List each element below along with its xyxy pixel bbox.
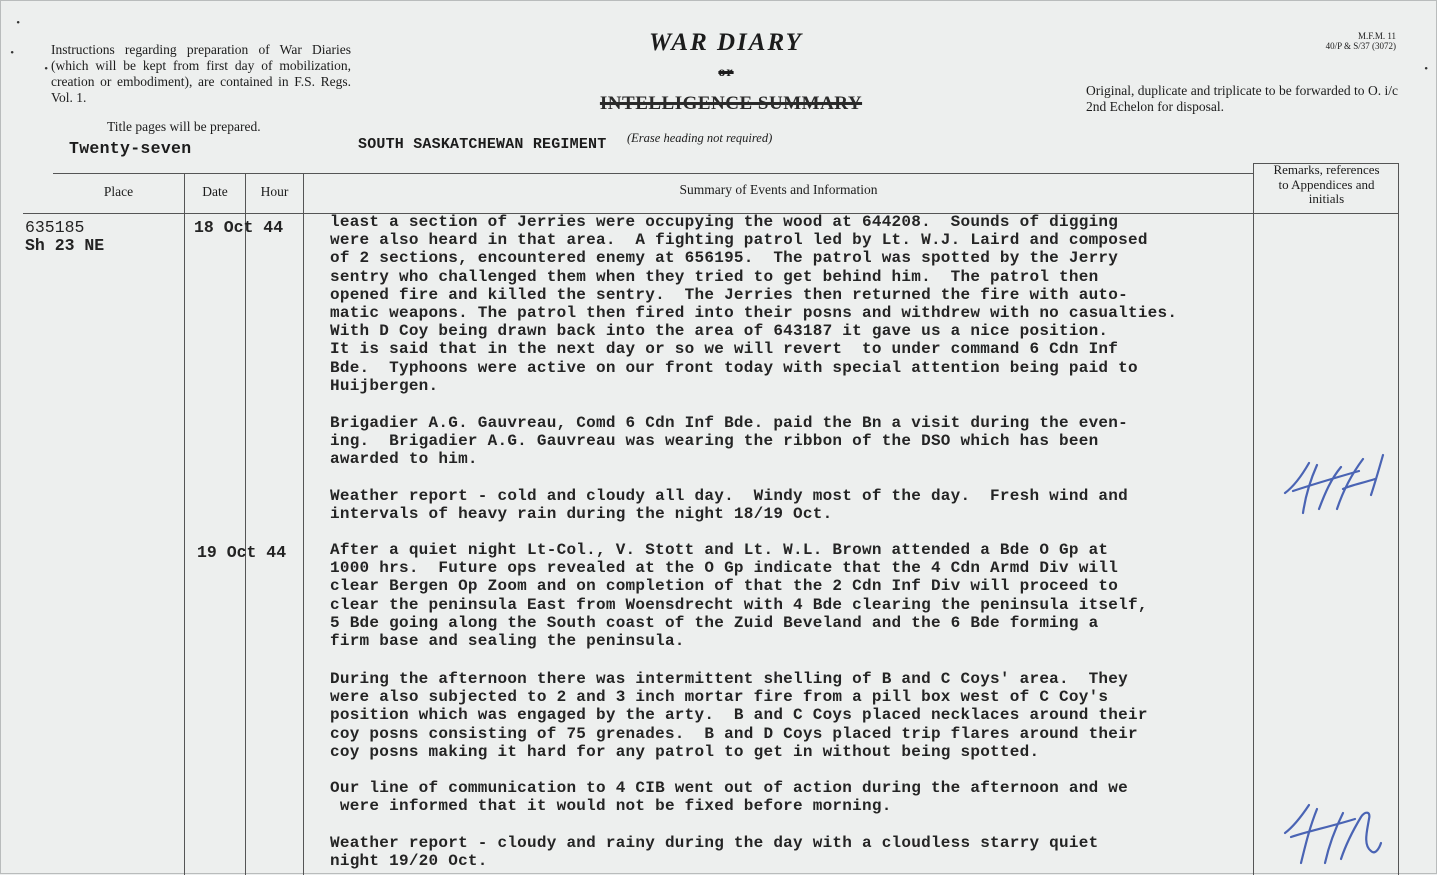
unit-name: SOUTH SASKATCHEWAN REGIMENT	[358, 136, 607, 153]
instructions-note: Instructions regarding preparation of War Diaries (which will be kept from first day of mobilization, creation or embodiment), are contained in F.S. Regs. Vol. 1.	[51, 42, 351, 105]
form-number-line1: M.F.M. 11	[1358, 31, 1396, 41]
col-right-edge	[1398, 163, 1399, 875]
remarks-line3: initials	[1308, 191, 1345, 206]
diary-number: Twenty-seven	[69, 139, 192, 158]
entry-paragraph: Brigadier A.G. Gauvreau, Comd 6 Cdn Inf Bde. paid the Bn a visit during the even- ing. Brigadier A.G. Gauvreau was wearing the ribbon of the DSO which has been awarded to him.	[330, 414, 1128, 469]
form-number	[1251, 31, 1396, 51]
margin-mark: ·	[43, 56, 50, 80]
col-divider-place	[184, 173, 185, 875]
remarks-line2: to Appendices and	[1278, 176, 1375, 192]
column-header-hour: Hour	[260, 184, 289, 199]
entry-paragraph: Weather report - cloudy and rainy during the day with a cloudless starry quiet night 19/20 Oct.	[330, 834, 1099, 871]
col-divider-date	[245, 173, 246, 875]
place-map-sheet: Sh 23 NE	[25, 236, 105, 255]
place-grid-ref: 635185	[25, 218, 85, 237]
column-header-date: Date	[202, 184, 228, 199]
handwritten-initials-signature	[1279, 449, 1389, 521]
entry-paragraph: During the afternoon there was intermittent shelling of B and C Coys' area. They were also subjected to 2 and 3 inch mortar fire from a pill box west of C Coy's position which was engaged by the arty. B and C Coys placed necklaces around their coy posns consisting of 75 grenades. B and D Coys placed trip flares around their coy posns making it hard for any patrol to get in without being spotted.	[330, 670, 1148, 761]
entry-date: 19 Oct 44	[197, 543, 287, 562]
margin-mark: ·	[15, 10, 22, 34]
title-pages-note: Title pages will be prepared.	[107, 119, 261, 134]
entry-paragraph: Our line of communication to 4 CIB went out of action during the afternoon and we were informed that it would not be fixed before morning.	[330, 779, 1128, 816]
remarks-line1: Remarks, references	[1273, 162, 1380, 177]
distribution-note: Original, duplicate and triplicate to be forwarded to O. i/c 2nd Echelon for disposal.	[1086, 83, 1398, 114]
entry-paragraph: Weather report - cold and cloudy all day. Windy most of the day. Fresh wind and intervals of heavy rain during the night 18/19 Oct.	[330, 487, 1128, 524]
entry-paragraph: least a section of Jerries were occupying the wood at 644208. Sounds of digging were also heard in that area. A fighting patrol led by Lt. W.J. Laird and composed of 2 sections, encountered enemy at 656195. The patrol was spotted by the Jerry sentry who challenged them when they tried to get behind him. The patrol then opened fire and killed the sentry. The Jerries then returned the fire with auto- matic weapons. The patrol then fired into their posns and withdrew with no casualties. With D Coy being drawn back into the area of 643187 it gave us a nice position. It is said that in the next day or so we will revert to under command 6 Cdn Inf Bde. Typhoons were active on our front today with special attention being paid to Huijbergen.	[330, 213, 1178, 395]
margin-mark: ·	[1423, 56, 1430, 80]
table-top-rule	[53, 173, 1253, 174]
margin-mark: ·	[9, 40, 16, 64]
page-title: WAR DIARY	[649, 29, 803, 56]
handwritten-initials-signature	[1281, 797, 1386, 869]
entry-paragraph: After a quiet night Lt-Col., V. Stott and Lt. W.L. Brown attended a Bde O Gp at 1000 hrs. Future ops revealed at the O Gp indicate that the 4 Cdn Armd Div will clear Bergen Op Zoom and on completion of that the 2 Cdn Inf Div will proceed to clear the peninsula East from Woensdrecht with 4 Bde clearing the peninsula itself, 5 Bde going along the South coast of the Zuid Beveland and the 6 Bde forming a firm base and sealing the peninsula.	[330, 541, 1148, 651]
struck-heading: INTELLIGENCE SUMMARY	[599, 93, 863, 114]
form-number-line2: 40/P & S/37 (3072)	[1325, 41, 1396, 51]
column-header-remarks	[1254, 163, 1399, 207]
column-header-summary: Summary of Events and Information	[679, 182, 878, 197]
or-struck: or	[718, 65, 734, 80]
erase-note: (Erase heading not required)	[627, 131, 773, 145]
column-header-place: Place	[103, 184, 134, 199]
col-divider-hour	[303, 173, 304, 875]
entry-date: 18 Oct 44	[194, 218, 284, 237]
